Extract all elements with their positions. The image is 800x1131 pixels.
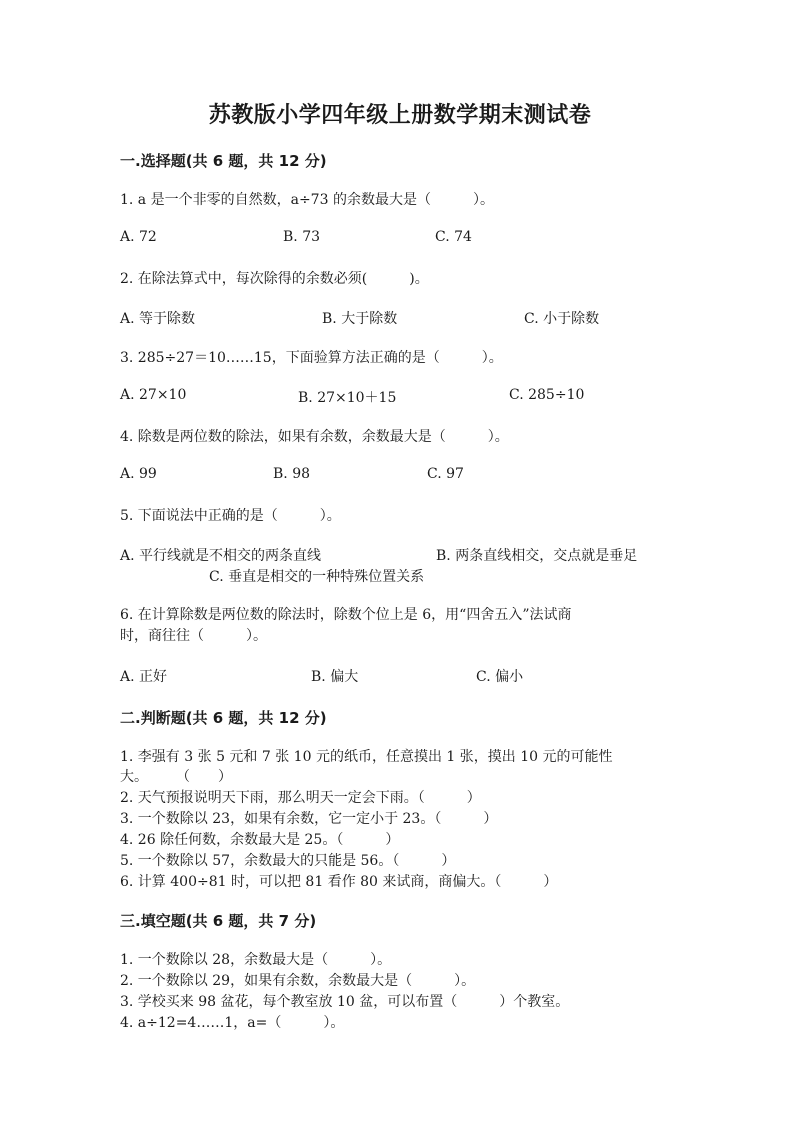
- fill-blank-question: 2. 一个数除以 29，如果有余数，余数最大是（ ）。: [120, 973, 476, 989]
- fill-blank-question: 1. 一个数除以 28，余数最大是（ ）。: [120, 952, 392, 968]
- statement: 2. 天气预报说明天下雨，那么明天一定会下雨。（ ）: [120, 790, 481, 806]
- option-b: B. 73: [283, 229, 321, 245]
- question-stem: 2. 在除法算式中，每次除得的余数必须( )。: [120, 271, 429, 287]
- option-b: B. 98: [273, 466, 311, 482]
- option-b: B. 27×10＋15: [298, 390, 397, 406]
- section-heading-fill-blank: 三.填空题(共 6 题，共 7 分): [120, 912, 317, 930]
- option-a: A. 99: [120, 466, 157, 482]
- option-c: C. 97: [427, 466, 464, 482]
- question-stem: 1. a 是一个非零的自然数，a÷73 的余数最大是（ ）。: [120, 192, 494, 208]
- question-stem: 3. 285÷27＝10……15，下面验算方法正确的是（ ）。: [120, 350, 503, 366]
- section-heading-choice: 一.选择题(共 6 题，共 12 分): [120, 152, 327, 170]
- statement-continued: 大。 （ ）: [120, 769, 232, 785]
- question-stem-continued: 时，商往往（ ）。: [120, 628, 267, 644]
- question-stem: 5. 下面说法中正确的是（ ）。: [120, 508, 341, 524]
- option-c: C. 小于除数: [524, 311, 600, 327]
- statement: 6. 计算 400÷81 时，可以把 81 看作 80 来试商，商偏大。（ ）: [120, 874, 558, 890]
- option-c: C. 偏小: [476, 669, 524, 685]
- fill-blank-question: 3. 学校买来 98 盆花，每个教室放 10 盆，可以布置（ ）个教室。: [120, 994, 570, 1010]
- option-c: C. 垂直是相交的一种特殊位置关系: [209, 569, 425, 585]
- question-stem: 6. 在计算除数是两位数的除法时，除数个位上是 6，用“四舍五入”法试商: [120, 607, 572, 623]
- statement: 4. 26 除任何数，余数最大是 25。（ ）: [120, 832, 400, 848]
- statement: 1. 李强有 3 张 5 元和 7 张 10 元的纸币，任意摸出 1 张，摸出 10 元的可能性: [120, 749, 613, 765]
- option-b: B. 大于除数: [322, 311, 398, 327]
- option-a: A. 72: [120, 229, 157, 245]
- option-c: C. 74: [435, 229, 472, 245]
- question-stem: 4. 除数是两位数的除法，如果有余数，余数最大是（ ）。: [120, 429, 509, 445]
- statement: 5. 一个数除以 57，余数最大的只能是 56。（ ）: [120, 853, 456, 869]
- option-b: B. 两条直线相交，交点就是垂足: [436, 548, 638, 564]
- option-a: A. 等于除数: [120, 311, 196, 327]
- option-a: A. 平行线就是不相交的两条直线: [120, 548, 322, 564]
- option-c: C. 285÷10: [509, 387, 585, 403]
- option-a: A. 27×10: [120, 387, 187, 403]
- statement: 3. 一个数除以 23，如果有余数，它一定小于 23。（ ）: [120, 811, 498, 827]
- option-a: A. 正好: [120, 669, 168, 685]
- fill-blank-question: 4. a÷12=4……1，a=（ ）。: [120, 1015, 345, 1031]
- exam-title: 苏教版小学四年级上册数学期末测试卷: [208, 103, 592, 128]
- option-b: B. 偏大: [311, 669, 359, 685]
- section-heading-judgement: 二.判断题(共 6 题，共 12 分): [120, 709, 327, 727]
